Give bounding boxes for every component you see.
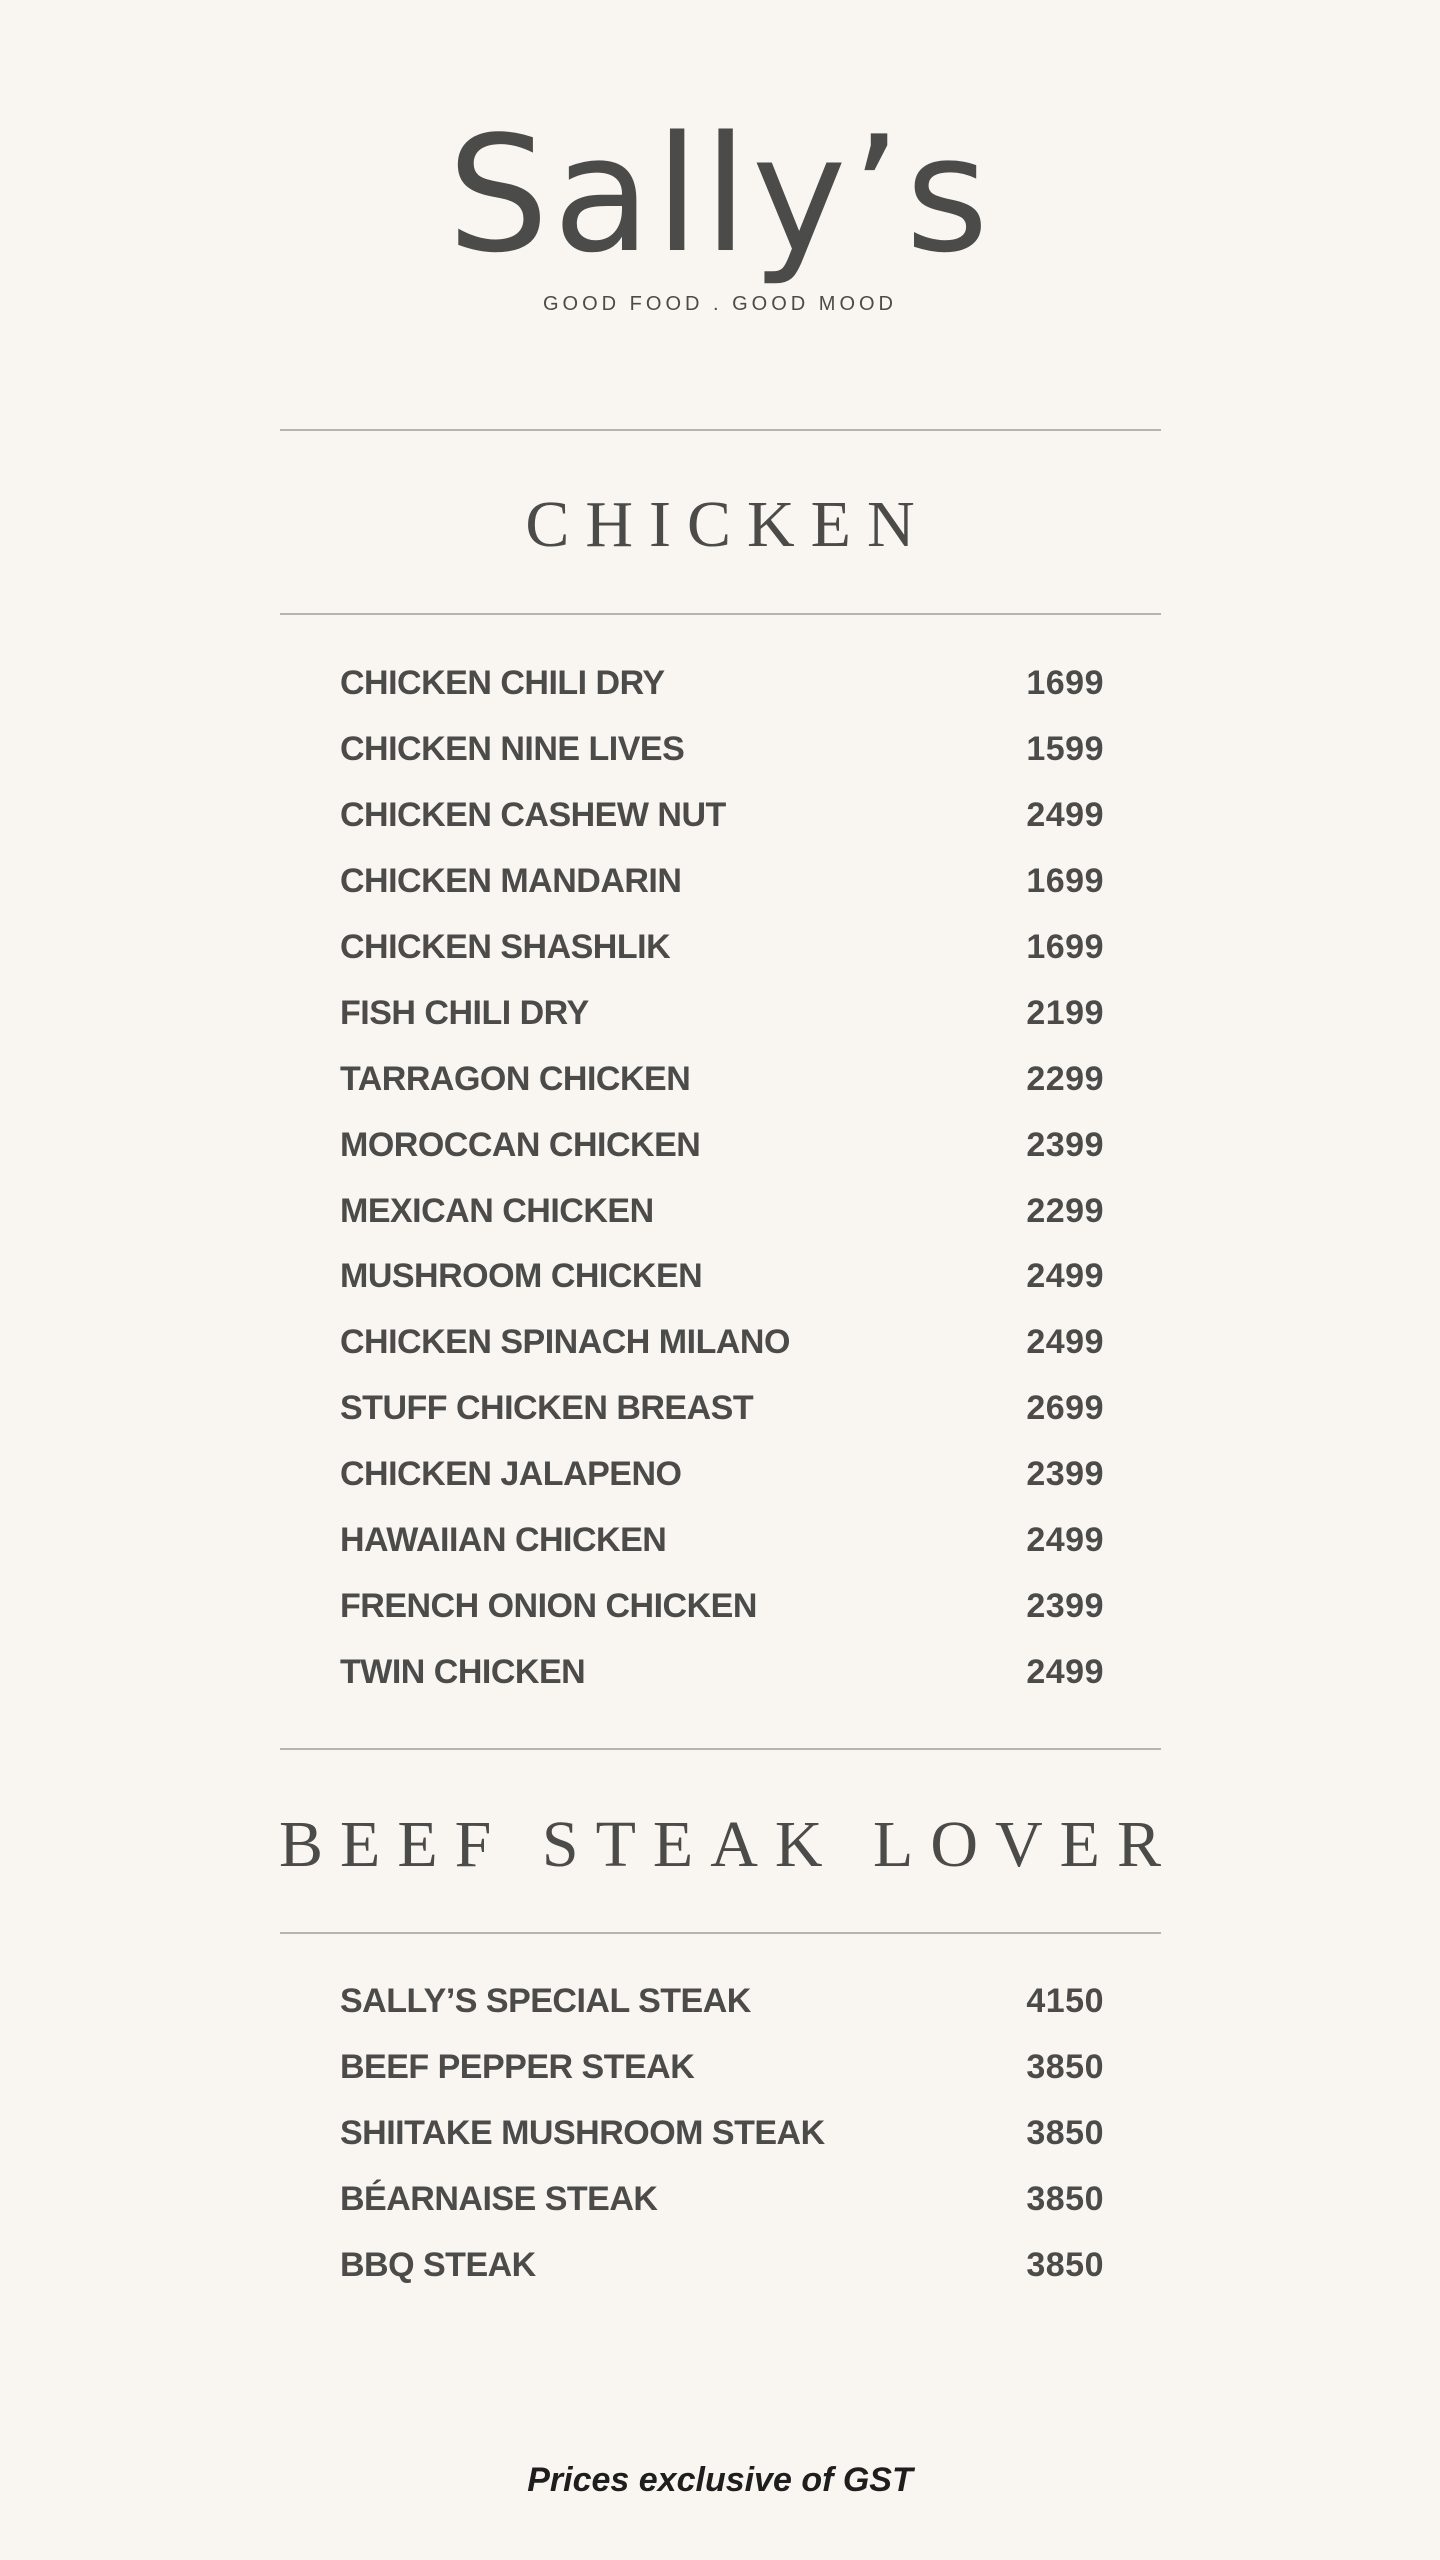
item-name: SHIITAKE MUSHROOM STEAK bbox=[340, 2114, 825, 2153]
item-name: BBQ STEAK bbox=[340, 2246, 536, 2284]
item-price: 2399 bbox=[1026, 1125, 1104, 1164]
brand-logo: Sally’s bbox=[447, 101, 993, 288]
item-name: TARRAGON CHICKEN bbox=[340, 1059, 691, 1098]
menu-item bbox=[340, 1442, 1104, 1508]
menu-item bbox=[340, 1310, 1104, 1376]
item-price: 3850 bbox=[1026, 2246, 1104, 2284]
menu-item bbox=[340, 2035, 1104, 2101]
menu-item bbox=[340, 980, 1104, 1046]
item-price: 1699 bbox=[1026, 928, 1104, 966]
menu-item bbox=[340, 1969, 1104, 2035]
item-price: 2499 bbox=[1026, 1323, 1104, 1362]
item-name: TWIN CHICKEN bbox=[340, 1652, 586, 1691]
item-price: 3850 bbox=[1026, 2180, 1104, 2219]
item-name: CHICKEN CHILI DRY bbox=[340, 664, 665, 703]
item-price: 2499 bbox=[1026, 1521, 1104, 1560]
item-name: MOROCCAN CHICKEN bbox=[340, 1125, 701, 1164]
divider bbox=[280, 429, 1161, 431]
menu-item bbox=[340, 783, 1104, 849]
item-price: 2499 bbox=[1026, 1257, 1104, 1296]
item-name: BÉARNAISE STEAK bbox=[340, 2180, 658, 2219]
menu-item bbox=[340, 1376, 1104, 1442]
item-price: 2299 bbox=[1026, 1059, 1104, 1098]
menu-item bbox=[340, 1112, 1104, 1178]
menu-list-chicken bbox=[340, 651, 1104, 1705]
section-title-chicken: CHICKEN bbox=[525, 488, 931, 561]
menu-item bbox=[340, 1046, 1104, 1112]
item-price: 3850 bbox=[1026, 2114, 1104, 2153]
menu-item bbox=[340, 1573, 1104, 1639]
divider bbox=[280, 1932, 1161, 1934]
menu-item bbox=[340, 1639, 1104, 1705]
item-price: 1699 bbox=[1026, 664, 1104, 703]
menu-item bbox=[340, 849, 1104, 915]
menu-item bbox=[340, 2101, 1104, 2167]
menu-item bbox=[340, 651, 1104, 717]
item-name: BEEF PEPPER STEAK bbox=[340, 2048, 695, 2087]
item-name: CHICKEN CASHEW NUT bbox=[340, 796, 726, 835]
menu-item bbox=[340, 2233, 1104, 2299]
item-name: FRENCH ONION CHICKEN bbox=[340, 1586, 757, 1625]
menu-item bbox=[340, 717, 1104, 783]
item-name: SALLY’S SPECIAL STEAK bbox=[340, 1982, 751, 2021]
tagline: GOOD FOOD . GOOD MOOD bbox=[543, 293, 897, 315]
item-price: 1599 bbox=[1026, 730, 1104, 769]
menu-item bbox=[340, 1244, 1104, 1310]
item-name: CHICKEN SHASHLIK bbox=[340, 928, 671, 966]
item-price: 2299 bbox=[1026, 1191, 1104, 1230]
item-name: STUFF CHICKEN BREAST bbox=[340, 1389, 754, 1428]
item-price: 2499 bbox=[1026, 1652, 1104, 1691]
section-title-beef-steak-lover: BEEF STEAK LOVER bbox=[279, 1808, 1178, 1881]
footer-note: Prices exclusive of GST bbox=[527, 2461, 913, 2499]
menu-item bbox=[340, 2167, 1104, 2233]
menu-item bbox=[340, 915, 1104, 981]
item-price: 2399 bbox=[1026, 1455, 1104, 1494]
item-name: HAWAIIAN CHICKEN bbox=[340, 1521, 667, 1560]
item-name: CHICKEN MANDARIN bbox=[340, 862, 682, 901]
item-price: 3850 bbox=[1026, 2048, 1104, 2087]
item-name: CHICKEN JALAPENO bbox=[340, 1455, 682, 1494]
item-name: FISH CHILI DRY bbox=[340, 993, 589, 1032]
menu-list-beef bbox=[340, 1969, 1104, 2298]
item-price: 2499 bbox=[1026, 796, 1104, 835]
divider bbox=[280, 613, 1161, 615]
item-price: 2199 bbox=[1026, 993, 1104, 1032]
menu-item bbox=[340, 1178, 1104, 1244]
item-name: MEXICAN CHICKEN bbox=[340, 1191, 654, 1230]
item-price: 4150 bbox=[1026, 1982, 1104, 2021]
item-name: CHICKEN NINE LIVES bbox=[340, 730, 685, 769]
item-price: 2699 bbox=[1026, 1389, 1104, 1428]
item-name: MUSHROOM CHICKEN bbox=[340, 1257, 703, 1296]
item-price: 2399 bbox=[1026, 1586, 1104, 1625]
item-name: CHICKEN SPINACH MILANO bbox=[340, 1323, 790, 1362]
menu-item bbox=[340, 1508, 1104, 1574]
item-price: 1699 bbox=[1026, 862, 1104, 901]
divider bbox=[280, 1748, 1161, 1750]
